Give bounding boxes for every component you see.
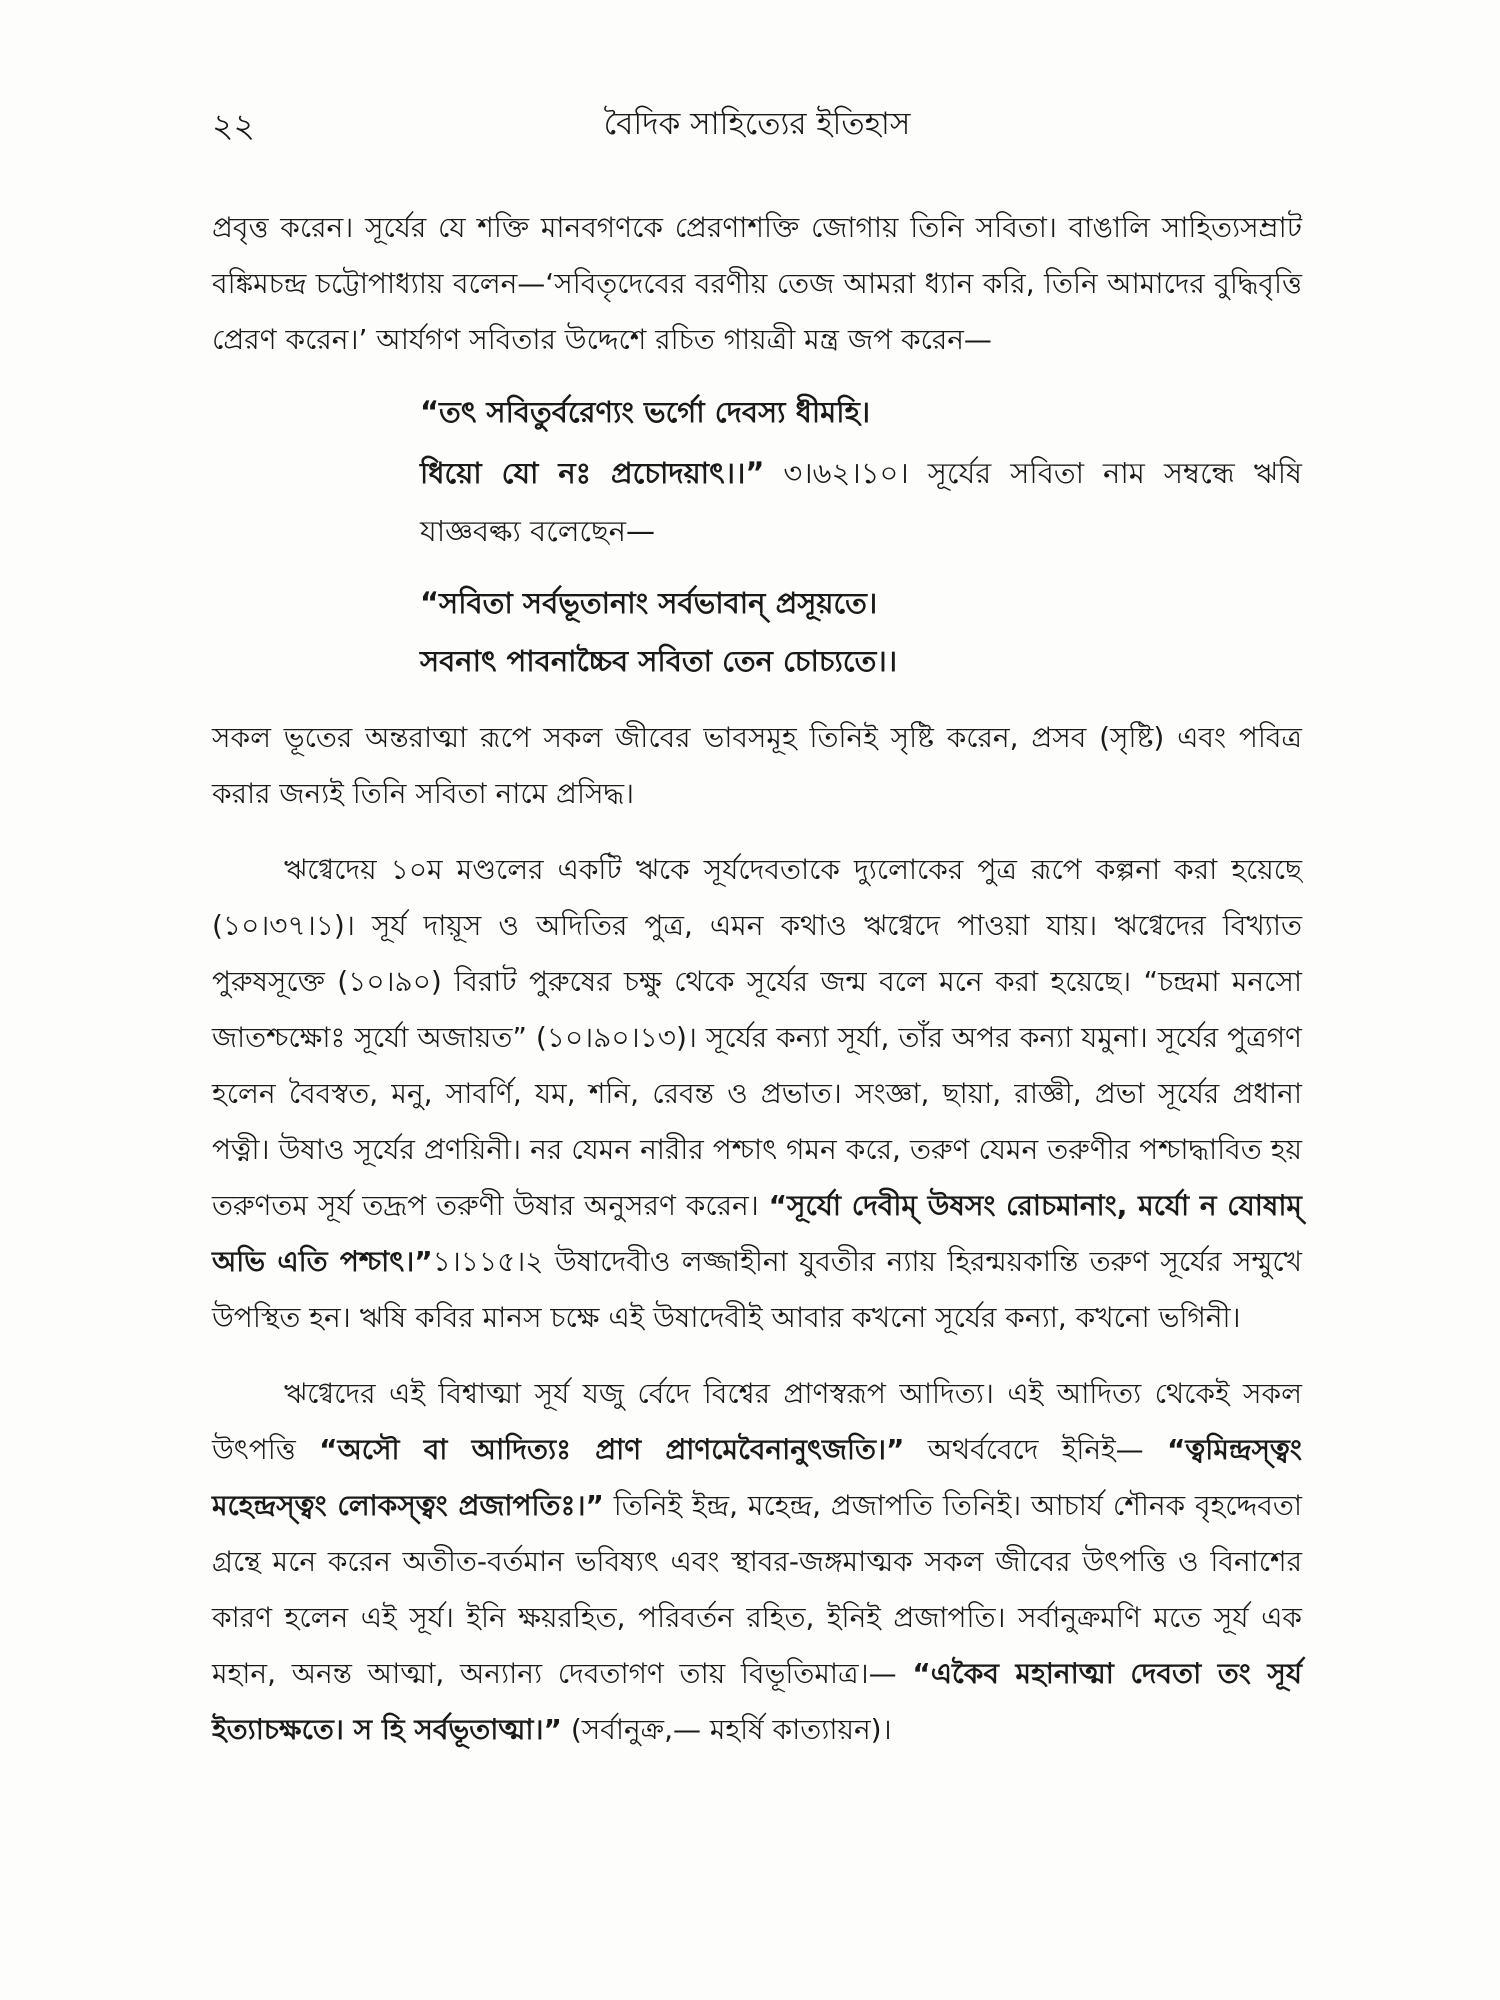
yajnavalkya-verse-line-2: সবনাৎ পাবনাচ্চৈব সবিতা তেন চোচ্যতে।।	[420, 644, 898, 678]
aditya-text-4: (সর্বানুক্র,— মহর্ষি কাত্যায়ন)।	[561, 1713, 892, 1746]
rigveda-surya-text: ঋগ্বেদেয় ১০ম মণ্ডলের একটি ঋকে সূর্যদেবতাকে দ্যুলোকের পুত্র রূপে কল্পনা করা হয়েছে (১০।৩৭।১)। সূর্য দায়ূস ও অদিতির পুত্র, এমন কথাও ঋগ্বেদে পাওয়া যায়। ঋগ্বেদের বিখ্যাত পুরুষসূক্তে (১০।৯০) বিরাট পুরুষের চক্ষু থেকে সূর্যের জন্ম বলে মনে করা হয়েছে। “চন্দ্রমা মনসো জাতশ্চক্ষোঃ সূর্যো অজায়ত” (১০।৯০।১৩)। সূর্যের কন্যা সূর্যা, তাঁর অপর কন্যা যমুনা। সূর্যের পুত্রগণ হলেন বৈবস্বত, মনু, সাবর্ণি, যম, শনি, রেবন্ত ও প্রভাত। সংজ্ঞা, ছায়া, রাজ্ঞী, প্রভা সূর্যের প্রধানা পত্নী। উষাও সূর্যের প্রণয়িনী। নর যেমন নারীর পশ্চাৎ গমন করে, তরুণ যেমন তরুণীর পশ্চাদ্ধাবিত হয় তরুণতম সূর্য তদ্রূপ তরুণী উষার অনুসরণ করেন।	[212, 853, 1302, 1222]
verse-reference-and-intro: ৩।৬২।১০। সূর্যের সবিতা নাম সম্বন্ধে ঋষি যাজ্ঞবল্ক্য বলেছেন—	[420, 456, 1302, 548]
gayatri-verse-line-1: “তৎ সবিতুর্বরেণ্যং ভর্গো দেবস্য ধীমহি।	[420, 395, 871, 429]
aditya-quote-2: “ত্বমিন্দ্রস্ত্বং মহেন্দ্রস্ত্বং লোকস্ত্বং প্রজাপতিঃ।”	[212, 1433, 1302, 1522]
usha-text: ১।১১৫।২ উষাদেবীও লজ্জাহীনা যুবতীর ন্যায় হিরন্ময়কান্তি তরুণ সূর্যের সম্মুখে উপস্থিত হন। ঋষি কবির মানস চক্ষে এই উষাদেবীই আবার কখনো সূর্যের কন্যা, কখনো ভগিনী।	[212, 1245, 1303, 1334]
paragraph-savita-intro: প্রবৃত্ত করেন। সূর্যের যে শক্তি মানবগণকে প্রেরণাশক্তি জোগায় তিনি সবিতা। বাঙালি সাহিত্যসম্রাট বঙ্কিমচন্দ্র চট্টোপাধ্যায় বলেন—‘সবিতৃদেবের বরণীয় তেজ আমরা ধ্যান করি, তিনি আমাদের বুদ্ধিবৃত্তি প্রেরণ করেন।’ আর্যগণ সবিতার উদ্দেশে রচিত গায়ত্রী মন্ত্র জপ করেন—	[212, 211, 1302, 356]
paragraph-yajurveda-aditya	[212, 1366, 1302, 1758]
paragraph-rigveda-surya	[212, 842, 1302, 1346]
page-number: ২২	[212, 106, 255, 145]
paragraph-savita-meaning: সকল ভূতের অন্তরাত্মা রূপে সকল জীবের ভাবসমূহ তিনিই সৃষ্টি করেন, প্রসব (সৃষ্টি) এবং পবিত্র করার জন্যই তিনি সবিতা নামে প্রসিদ্ধ।	[212, 721, 1302, 810]
aditya-text-2: অথর্ববেদে ইনিই—	[904, 1433, 1167, 1466]
page-header	[212, 100, 1302, 160]
gayatri-verse-line-2	[212, 444, 1302, 560]
aditya-text-1: ঋগ্বেদের এই বিশ্বাত্মা সূর্য যজু র্বেদে বিশ্বের প্রাণস্বরূপ আদিত্য। এই আদিত্য থেকেই সকল উৎপত্তি	[212, 1377, 1302, 1466]
page-body	[212, 200, 1302, 1758]
yajnavalkya-verse-line-1: “সবিতা সর্বভূতানাং সর্বভাবান্ প্রসূয়তে।	[420, 586, 878, 620]
usha-quote: “সূর্যো দেবীম্ উষসং রোচমানাং, মর্যো ন যোষাম্ অভি এতি পশ্চাৎ।”	[212, 1189, 1302, 1278]
aditya-quote-1: “অসৌ বা আদিত্যঃ প্রাণ প্রাণমেবৈনানুৎজতি।”	[319, 1433, 905, 1466]
running-title: বৈদিক সাহিত্যের ইতিহাস	[603, 106, 911, 142]
gayatri-verse-line-2-text: ধিয়ো যো নঃ প্রচোদয়াৎ।।”	[420, 456, 765, 490]
aditya-text-3: তিনিই ইন্দ্র, মহেন্দ্র, প্রজাপতি তিনিই। আচার্য শৌনক বৃহদ্দেবতা গ্রন্থে মনে করেন অতীত-বর্তমান ভবিষ্যৎ এবং স্থাবর-জঙ্গমাত্মক সকল জীবের উৎপত্তি ও বিনাশের কারণ হলেন এই সূর্য। ইনি ক্ষয়রহিত, পরিবর্তন রহিত, ইনিই প্রজাপতি। সর্বানুক্রমণি মতে সূর্য এক মহান, অনন্ত আত্মা, অন্যান্য দেবতাগণ তায় বিভূতিমাত্র।—	[212, 1489, 1302, 1690]
aditya-quote-3: “একৈব মহানাত্মা দেবতা তং সূর্য ইত্যাচক্ষতে। স হি সর্বভূতাত্মা।”	[212, 1657, 1302, 1746]
